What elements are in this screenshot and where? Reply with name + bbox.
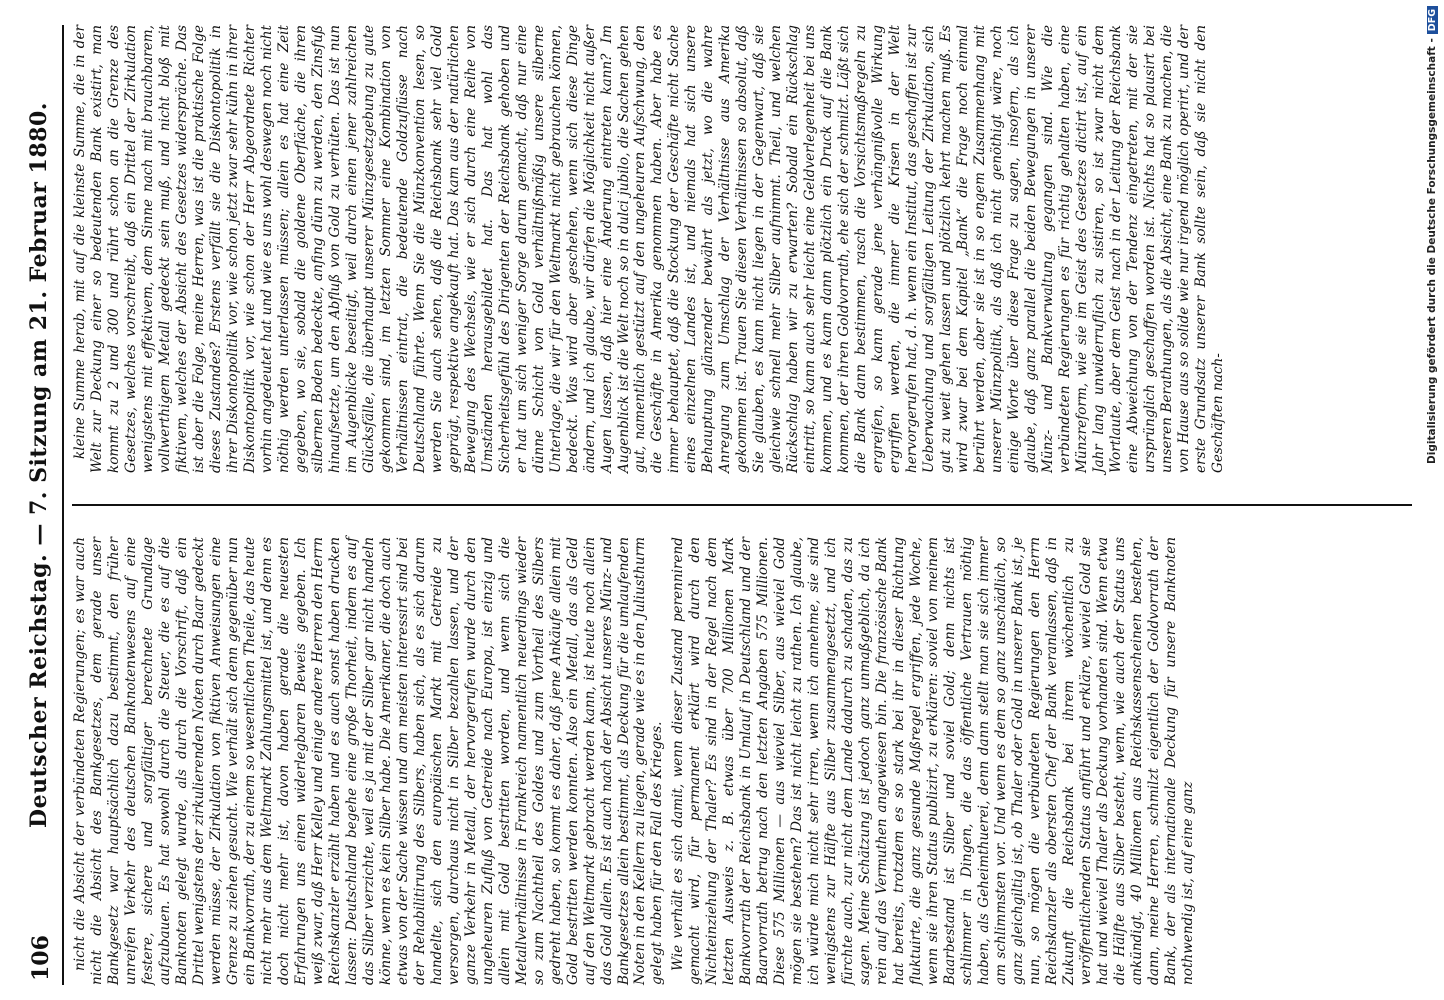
digitization-credit [1412,6,1438,996]
running-title: Deutscher Reichstag. — 7. Sitzung am 21. Februar 1880. [26,102,52,828]
paragraph: nicht die Absicht der verbündeten Regierungen; es war auch nicht die Absicht des Bankgesetzes, dem gerade unser Bankgesetz war hauptsächlich dazu bestimmt, den früher unreifen Verkehr des deutschen Banknotenwesens auf eine festere, sichere und sorgfältiger berechnete Grundlage aufzubauen. Es hat sowohl durch die Steuer, die es auf die Banknoten gelegt wurde, als durch die Vorschrift, daß ein Drittel wenigstens der zirkulierenden Noten durch Baar gedeckt werden müsse, der Zirkulation von fiktiven Anweisungen eine Grenze zu ziehen gesucht. Wie verhält sich denn gegenüber nun ein Bankvorrath, der zu einem so wesentlichen Theile, das heute nicht mehr aus dem Weltmarkt Zahlungsmittel ist, und denn es doch nicht mehr ist, davon haben gerade die neuesten Erfahrungen uns einen widerlegbaren Beweis gegeben. Ich weiß zwar, daß Herr Kelley und einige andere Herren den Herrn Reichskanzler erzählt haben und es auch sonst haben drucken lassen: Deutschland begehe eine große Thorheit, indem es auf das Silber verzichte, weil es ja mit der Silber gar nicht handeln könne, wenn es kein Silber habe. Die Amerikaner, die doch auch etwas von der Sache wissen und am meisten interessirt sind bei der Rehabilitirung des Silbers, haben sich, als es sich darum handelte, sich den europäischen Markt mit Getreide zu versorgen, durchaus nicht in Silber bezahlen lassen, und der ganze Verkehr in Metall, der hervorgerufen wurde durch den ungeheuren Zufluß von Getreide nach Europa, ist einzig und allein mit Gold bestritten worden, und wenn sich die Metallverhältnisse in Frankreich namentlich neuerdings wieder so zum Nachtheil des Goldes und zum Vortheil des Silbers gedreht haben, so kommt es daher, daß jene Ankäufe allein mit Gold bestritten werden konnten. Also ein Metall, das als Geld auf den Weltmarkt gebracht werden kann, ist heute noch allein das Gold allein. Es ist auch nach der Absicht unseres Münz- und Bankgesetzes allein bestimmt, als Deckung für die umlaufenden Noten in den Kellern zu liegen, gerade wie es in den Juliusthurm gelegt haben für den Fall des Krieges. [72,537,666,985]
column-divider [72,504,1412,506]
credit-text: Digitalisierung gefördert durch die Deutsche Forschungsgemeinschaft - [1426,38,1438,464]
credit-text-wrapper [1426,6,1444,996]
dfg-logo: DFG [1427,6,1438,34]
paragraph: Wie verhält es sich damit, wenn dieser Zustand perennirend gemacht wird, für permanent erklärt wird durch den Nichteinziehung der Thaler? Es sind in der Regel nach dem letzten Ausweis z. B. etwas über 700 Millionen Mark Bankvorrath der Reichsbank in Umlauf in Deutschland und der Baarvorrath betrug nach den letzten Angaben 575 Millionen. Diese 575 Millionen — aus wieviel Silber, aus wieviel Gold mögen sie bestehen? Das ist nicht leicht zu rathen. Ich glaube, ich würde mich nicht sehr irren, wenn ich annehme, sie sind wenigstens zur Hälfte aus Silber zusammengesetzt, und ich fürchte auch, zur nicht dem Lande dadurch zu schaden, das zu sagen. Meine Schätzung ist jedoch ganz unmaßgeblich, da ich rein auf das Vermuthen angewiesen bin. Die französische Bank hat bereits, trotzdem es so stark bei ihr in dieser Richtung fluktuirte, die ganz gesunde Maßregel ergriffen, jede Woche, wenn sie ihren Status publizirt, zu erklären: soviel von meinem Baarbestand ist Silber und soviel Gold; denn nichts ist schlimmer in Dingen, die das öffentliche Vertrauen nöthig haben, als Geheimthuerei, denn dann stellt man sie sich immer am schlimmsten vor. Und wenn es dem so ganz unschädlich, so ganz gleichgiltig ist, ob Thaler oder Gold in unserer Bank ist, je nun, so mögen die verbündeten Regierungen den Herrn Reichskanzler als obersten Chef der Bank veranlassen, daß in Zukunft die Reichsbank bei ihrem wöchentlich zu veröffentlichenden Status anführt und erkläre, wieviel Gold sie hat und wieviel Thaler als Deckung vorhanden sind. Wenn etwa die Hälfte aus Silber besteht, wenn, wie auch der Status uns ankündigt, 40 Millionen aus Reichskassenscheinen bestehen, dann, meine Herren, schmilzt eigentlich der Goldvorrath der Bank, der als internationale Deckung für unsere Banknoten nothwendig ist, auf eine ganz [670,537,1196,985]
left-column [72,537,1412,985]
right-column [72,25,1412,473]
page-header [20,25,68,985]
header-rule [62,25,64,985]
page-number: 106 [28,935,54,981]
paragraph: kleine Summe herab, mit auf die kleinste Summe, die in der Welt zur Deckung einer so bedeutenden Bank existirt, man kommt zu 2 und 300 und rührt schon an die Grenze des Gesetzes, welches vorschreibt, daß ein Drittel der Zirkulation wenigstens mit effektivem, dem Sinne nach mit brauchbarem, vollwerthigem Metall gedeckt sein muß, und nicht bloß mit fiktivem, welches der Absicht des Gesetzes widerspräche. Das ist aber die Folge, meine Herren, was ist die praktische Folge dieses Zustandes? Erstens verfällt sie die Diskontopolitik in ihrer Diskontopolitik vor, wie schon jetzt zwar sehr kühn in ihrer Diskontopolitik vor, wie schon der Herr Abgeordnete Richter vorhin angedeutet hat und wie es uns wohl deswegen noch nicht nöthig werden unterlassen müssen; allein es hat eine Zeit gegeben, wo sie, sobald die goldene Oberfläche, die ihren silbernen Boden bedeckte, anfing dünn zu werden, den Zinsfuß hinaufsetzte, um den Abfluß von Gold zu verhüten. Das ist nun im Augenblicke beseitigt, weil durch einen jener zahlreichen Glücksfälle, die überhaupt unserer Münzgesetzgebung zu gute gekommen sind, im letzten Sommer eine Kombination von Verhältnissen eintrat, die bedeutende Goldzuflüsse nach Deutschland führte. Wenn Sie die Münzkonvention lesen, so werden Sie auch sehen, daß die Reichsbank sehr viel Gold geprägt, respektive angekauft hat. Das kam aus der natürlichen Bewegung des Wechsels, wie er sich durch eine Reihe von Umständen herausgebildet hat. Das hat wohl das Sicherheitsgefühl des Dirigenten der Reichsbank gehoben und er hat um sich weniger Sorge darum gemacht, daß nur eine dünne Schicht von Gold verhältnißmäßig unsere silberne Unterlage, die wir für den Weltmarkt nicht gebrauchen können, bedeckt. Was wird aber geschehen, wenn sich diese Dinge ändern, und ich glaube, wir dürfen die Möglichkeit nicht außer Augen lassen, daß hier eine Änderung eintreten kann? Im Augenblick ist die Welt noch so in dulci jubilo, die Sachen gehen gut, namentlich gestützt auf den ungeheuren Aufschwung, den die Geschäfte in Amerika genommen haben. Aber habe es immer behauptet, daß die Stockung der Geschäfte nicht Sache eines einzelnen Landes ist, und niemals hat sich unsere Behauptung glänzender bewährt als jetzt, wo die wahre Anregung zum Umschlag der Verhältnisse aus Amerika gekommen ist. Trauen Sie diesen Verhältnissen so absolut, daß Sie glauben, es kann nicht liegen in der Gegenwart, daß sie gleichwie schnell mehr Silber aufnimmt. Theil, und welchen Rückschlag haben wir zu erwarten? Sobald ein Rückschlag eintritt, so kann auch sehr leicht eine Geldverlegenheit bei uns kommen, und es kann dann plötzlich ein Druck auf die Bank kommen, der ihren Goldvorrath, ehe sich der schmilzt. Läßt sich die Bank dann bestimmen, rasch die Vorsichtsmaßregeln zu ergreifen, so kann gerade jene verhängnißvolle Wirkung ergriffen werden, die immer die Krisen in der Welt hervorgerufen hat, d. h. wenn ein Institut, das geschaffen ist zur Ueberwachung und sorgfältigen Leitung der Zirkulation, sich gut zu weit gehen lassen und plötzlich kehrt machen muß. Es wird zwar bei dem Kapitel „Bank“ die Frage noch einmal berührt werden, aber sie ist in so engem Zusammenhang mit unserer Münzpolitik, als daß ich nicht genöthigt wäre, noch einige Worte über diese Frage zu sagen, insofern, als ich glaube, daß ganz parallel die beiden Bewegungen in unserer Münz- und Bankverwaltung gegangen sind. Wie die verbündeten Regierungen es für richtig gehalten haben, eine Münzreform, wie sie im Geist des Gesetzes dictirt ist, auf ein Jahr lang unwiderruflich zu sistiren, so ist zwar nicht dem Wortlaute, aber dem Geist nach in der Leitung der Reichsbank eine Abweichung von der Tendenz eingetreten, mit der sie ursprünglich geschaffen worden ist. Nichts hat so plausirt bei unseren Berathungen, als die Absicht, eine Bank zu machen, die von Hause aus so solide wie nur irgend möglich operirt, und der erste Grundsatz unserer Bank sollte sein, daß sie nicht den Geschäften nach- [72,25,1226,473]
rotated-page [20,25,1420,985]
